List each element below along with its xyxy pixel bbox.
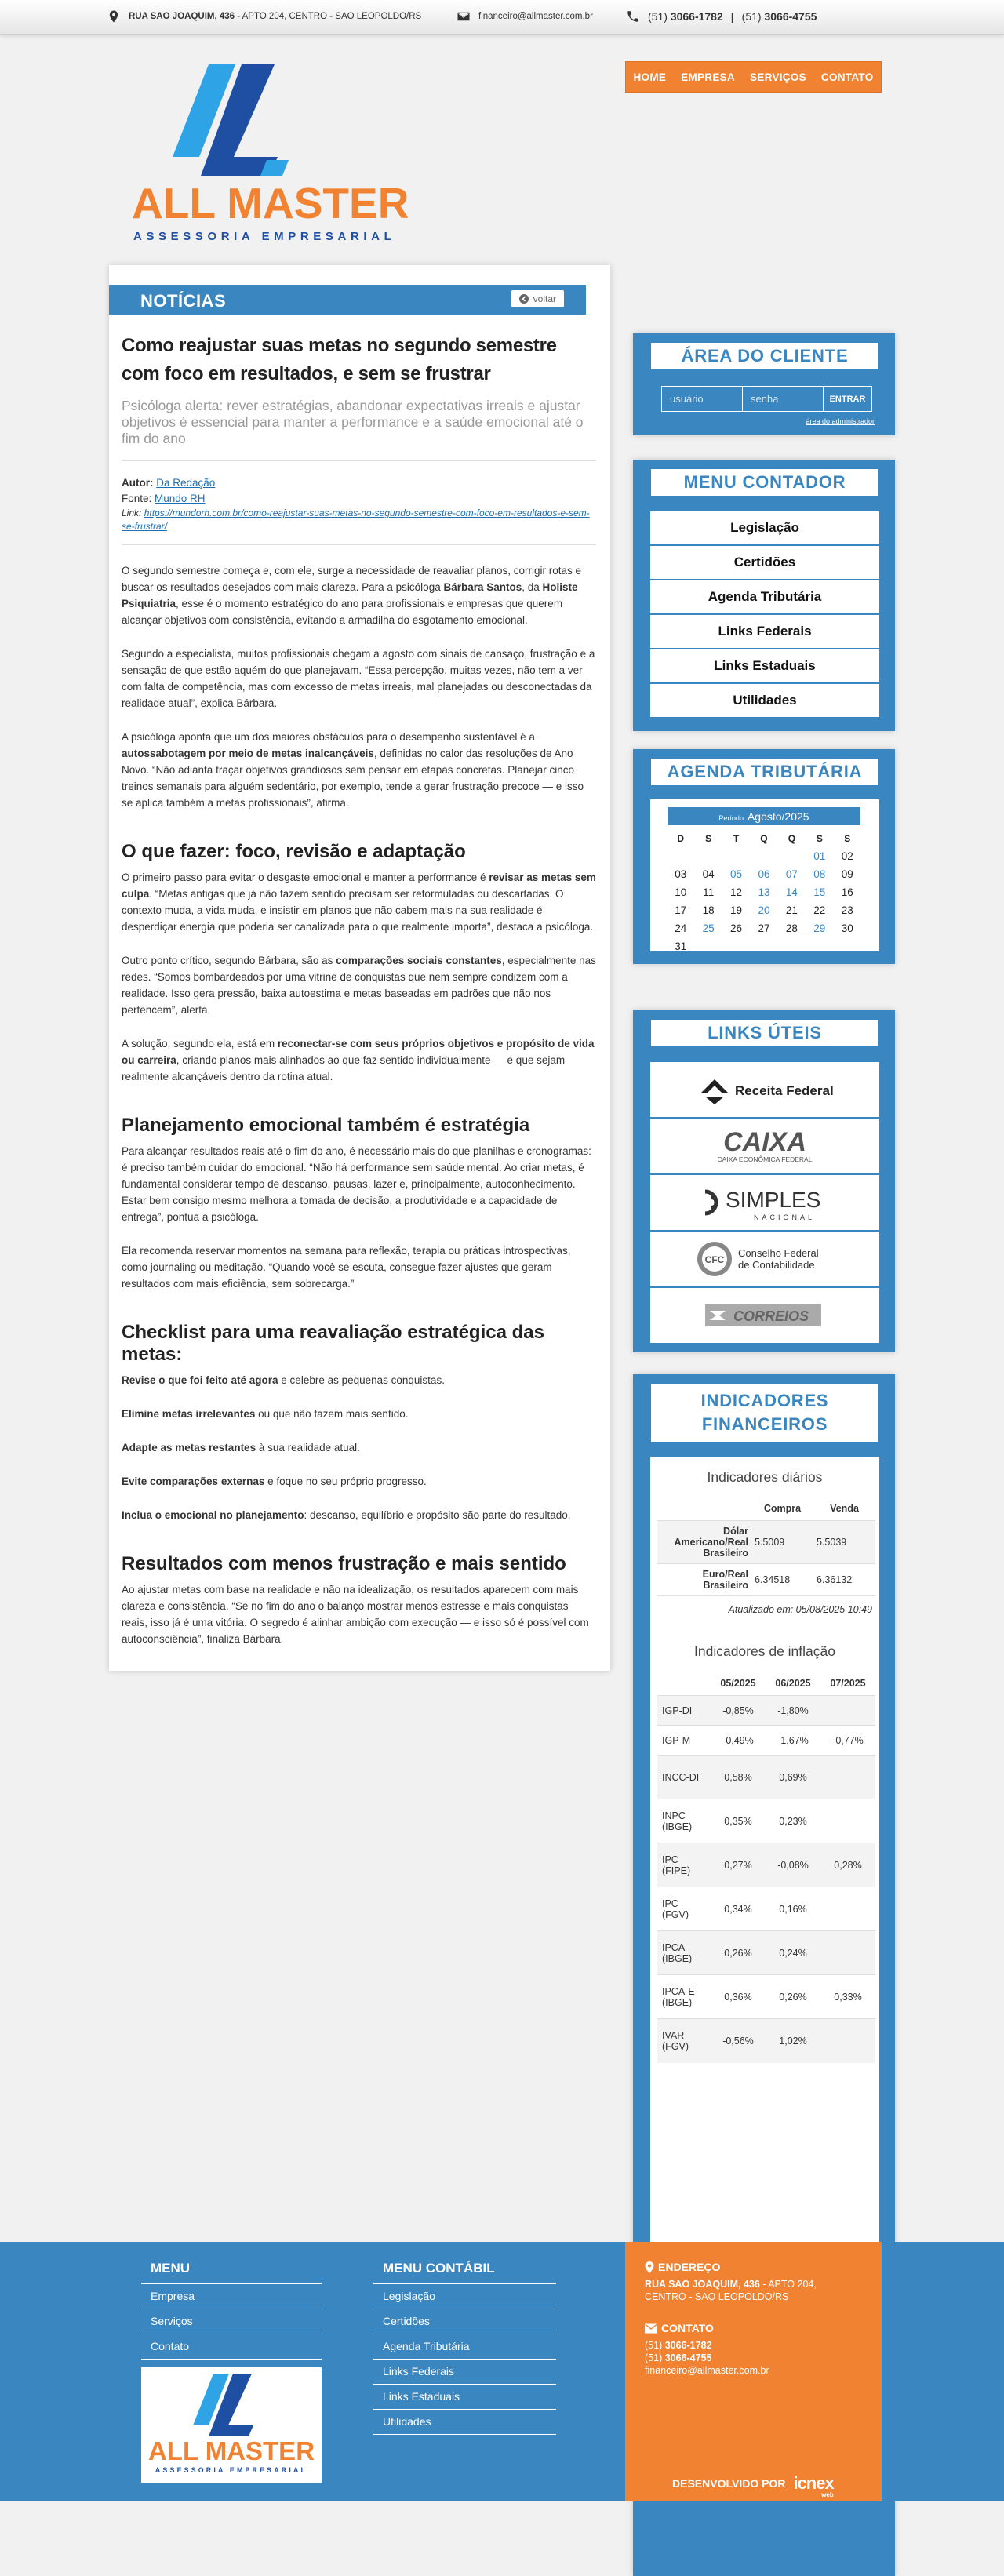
sell-value: 6.36132 [813, 1563, 875, 1595]
calendar-day: 21 [785, 904, 798, 916]
indicadores-title-line1: INDICADORES [700, 1391, 829, 1410]
indicator-value: 0,69% [766, 1756, 820, 1799]
calendar-week [667, 919, 861, 937]
calendar-empty-cell [694, 847, 722, 865]
link-cfc[interactable] [650, 1232, 879, 1286]
phone-number: 3066-4755 [664, 2352, 712, 2363]
text-bold: Elimine metas irrelevantes [122, 1408, 256, 1420]
calendar-day: 03 [675, 868, 687, 880]
table-row [657, 1756, 875, 1799]
calendar-week [667, 901, 861, 919]
calendar-empty-cell [778, 937, 806, 955]
source-link[interactable]: Mundo RH [155, 493, 206, 504]
top-phone-1[interactable] [648, 10, 723, 23]
back-button[interactable] [511, 290, 564, 307]
link-label: Link: [122, 508, 144, 518]
footer-link-servicos[interactable]: Serviços [141, 2309, 322, 2334]
col-header-month: 07/2025 [830, 1678, 866, 1690]
indicator-value: 0,24% [766, 1931, 820, 1975]
calendar-day: 27 [758, 922, 770, 934]
receita-federal-logo [694, 1072, 835, 1108]
paragraph-7: Para alcançar resultados reais até o fim do ano, é necessário mais do que planilhas e cronogramas: é preciso também cuidar do emocional. “Não há performance sem saúde mental. Ao criar metas, é fundamental considerar tempo de descanso, pausas, lazer e, principalmente, autoconhecimento. Estar bem consigo mesmo melhora a tomada de decisão, a produtividade e a capacidade de entrega”, pontua a psicóloga. [122, 1145, 591, 1223]
envelope-icon [645, 2323, 657, 2334]
calendar-day: 09 [841, 868, 853, 880]
calendar-week [667, 847, 861, 865]
weekday-header: Q [788, 832, 796, 844]
footer-link-links-federais[interactable]: Links Federais [373, 2360, 556, 2385]
indicator-value [820, 1887, 875, 1931]
nav-servicos[interactable]: SERVIÇOS [750, 71, 806, 83]
daily-indicators-title: Indicadores diários [707, 1469, 823, 1485]
nav-empresa[interactable]: EMPRESA [681, 71, 736, 83]
checklist-item [122, 1507, 596, 1523]
paragraph-4 [122, 869, 596, 935]
col-header-compra: Compra [763, 1502, 802, 1514]
weekday-header: S [705, 832, 712, 844]
icnex-logo-text: icnex [793, 2473, 834, 2493]
correios-text: CORREIOS [733, 1308, 809, 1324]
site-footer [0, 2242, 1004, 2501]
phone-number: 3066-1782 [664, 2340, 712, 2351]
text: , definidas no calor das resoluções de Ano Novo. “Não adianta traçar objetivos grandiosos sem pensar em etapas concretas. Planejar cinco treinos semanais para alguém sedentário, por exemplo, tende a gerar frustração precoce — e isso se aplica também a metas profissionais”, afirma. [122, 748, 584, 809]
footer-email[interactable]: financeiro@allmaster.com.br [645, 2365, 769, 2376]
indicator-value [820, 2019, 875, 2063]
news-article-panel [109, 265, 610, 1671]
menu-item-links-federais[interactable]: Links Federais [650, 615, 879, 648]
divider [122, 460, 596, 461]
col-header-month: 05/2025 [720, 1678, 756, 1690]
top-address-street: RUA SAO JOAQUIM, 436 [129, 12, 235, 21]
footer-contact-label: CONTATO [661, 2322, 714, 2334]
footer-contact [645, 2322, 769, 2377]
calendar-day[interactable]: 01 [813, 850, 826, 862]
calendar-day[interactable]: 14 [785, 886, 798, 898]
menu-contador-widget [633, 460, 895, 731]
text-bold: revisar as metas sem culpa [122, 871, 596, 900]
cfc-line1: Conselho Federal [738, 1247, 819, 1259]
text-bold: Adapte as metas restantes [122, 1442, 256, 1454]
calendar-day: 30 [841, 922, 853, 934]
icnex-sub-text: web [821, 2491, 834, 2498]
text: , especialmente nas redes. “Somos bombardeados por uma vitrine de conquistas que nem sempre condizem com a realidade. Isso gera pressão, baixa autoestima e metas baseadas em padrões que não nos pertencem”, alerta. [122, 955, 596, 1016]
agenda-tributaria-widget [633, 749, 895, 964]
developer-label: DESENVOLVIDO POR [672, 2477, 786, 2490]
map-pin-icon [107, 9, 121, 24]
calendar-day: 12 [730, 886, 743, 898]
daily-indicators-table [657, 1497, 875, 1623]
text-bold: comparações sociais constantes [336, 955, 502, 966]
calendar-day[interactable]: 29 [813, 922, 826, 934]
arrow-left-circle-icon [519, 294, 529, 304]
top-phone-2-prefix: (51) [741, 10, 765, 23]
indicator-label: INPC (IBGE) [657, 1799, 711, 1843]
indicator-value: 0,16% [766, 1887, 820, 1931]
footer-menu-title: MENU [141, 2261, 322, 2284]
indicator-value: -0,56% [711, 2019, 766, 2063]
calendar-day: 26 [730, 922, 743, 934]
paragraph-3 [122, 729, 596, 811]
indicator-value [820, 1696, 875, 1726]
footer-link-utilidades[interactable]: Utilidades [373, 2410, 556, 2435]
author-label: Autor: [122, 477, 157, 489]
paragraph-6 [122, 1035, 596, 1085]
col-header-month: 06/2025 [775, 1678, 811, 1690]
checklist-item [122, 1372, 596, 1388]
paragraph-8: Ela recomenda reservar momentos na semana para reflexão, terapia ou práticas introspectivas, como journaling ou meditação. “Quando você se escuta, consegue fazer ajustes que geram resultados com mais eficiência, sem sobrecarga.” [122, 1245, 571, 1290]
footer-link-agenda[interactable]: Agenda Tributária [373, 2334, 556, 2360]
calendar-day[interactable]: 05 [730, 868, 743, 880]
calendar-empty-cell [834, 937, 861, 955]
text-bold: autossabotagem por meio de metas inalcançáveis [122, 748, 374, 759]
footer-link-links-estaduais[interactable]: Links Estaduais [373, 2385, 556, 2410]
inflation-table [657, 1672, 875, 2063]
top-email[interactable] [457, 9, 593, 24]
footer-link-contato[interactable]: Contato [141, 2334, 322, 2360]
developer-credit[interactable] [672, 2473, 834, 2498]
footer-logo[interactable] [141, 2367, 322, 2483]
indicator-value: 0,28% [820, 1843, 875, 1887]
calendar-empty-cell [778, 847, 806, 865]
top-address [107, 9, 421, 24]
calendar-week [667, 883, 861, 901]
text: . “Metas antigas que já não fazem sentido precisam ser reformuladas ou descartadas. O contexto muda, a vida muda, e insistir em planos que não cabem mais na sua realidade é desperdiçar energia que poderia ser canalizada para o que realmente importa”, destaca a psicóloga. [122, 888, 594, 933]
simples-text: SIMPLES [726, 1188, 821, 1212]
calendar-day[interactable]: 06 [758, 868, 770, 880]
footer-address-label: ENDEREÇO [658, 2261, 721, 2273]
footer-menu [141, 2261, 322, 2360]
text-bold: Revise o que foi feito até agora [122, 1374, 278, 1386]
text: A psicóloga aponta que um dos maiores obstáculos para o desempenho sustentável é a [122, 731, 535, 743]
calendar-day: 22 [813, 904, 826, 916]
col-header-venda: Venda [830, 1502, 859, 1514]
nacional-text: NACIONAL [754, 1213, 816, 1221]
text-bold: Evite comparações externas [122, 1475, 265, 1487]
client-area-widget [633, 333, 895, 435]
text-bold: Holiste Psiquiatria [122, 581, 578, 609]
phone-prefix: (51) [645, 2340, 665, 2351]
text: , da [522, 581, 543, 593]
table-row [657, 1843, 875, 1887]
links-uteis-widget [633, 1010, 895, 1352]
indicator-value: 1,02% [766, 2019, 820, 2063]
indicator-value: 0,58% [711, 1756, 766, 1799]
footer-address-street: RUA SAO JOAQUIM, 436 [645, 2279, 760, 2290]
article-title: Como reajustar suas metas no segundo semestre com foco em resultados, e sem se frustrar [122, 335, 557, 384]
indicator-label: INCC-DI [657, 1756, 711, 1799]
indicator-value: -0,85% [711, 1696, 766, 1726]
table-row [657, 1931, 875, 1975]
back-button-label: voltar [533, 293, 556, 304]
site-logo[interactable] [132, 61, 430, 249]
indicator-label: IPC (FIPE) [657, 1843, 711, 1887]
menu-item-links-estaduais[interactable]: Links Estaduais [650, 649, 879, 682]
article-subtitle: Psicóloga alerta: rever estratégias, abandonar expectativas irreais e ajustar objetivos é essencial para manter a performance e a saúde emocional até o fim do ano [122, 398, 584, 446]
phone-prefix: (51) [645, 2352, 665, 2363]
calendar-empty-cell [750, 937, 777, 955]
calendar-day: 23 [841, 904, 853, 916]
table-row [657, 2019, 875, 2063]
period-label: Período: [718, 814, 748, 822]
sell-value: 5.5039 [813, 1520, 875, 1563]
calendar-day[interactable]: 20 [758, 904, 770, 916]
login-button[interactable]: ENTRAR [824, 387, 871, 411]
currency-label: Dólar Americano/Real Brasileiro [657, 1520, 751, 1563]
calendar-day: 19 [730, 904, 743, 916]
table-row [657, 1563, 875, 1595]
calendar-day: 24 [675, 922, 687, 934]
table-row [657, 1887, 875, 1931]
nav-home[interactable]: HOME [633, 71, 667, 83]
updated-at: Atualizado em: 05/08/2025 10:49 [657, 1595, 875, 1623]
calendar-empty-cell [806, 937, 833, 955]
section-heading-3: Checklist para uma reavaliação estratégica das metas: [122, 1322, 544, 1365]
caixa-logo [694, 1124, 835, 1168]
footer-menu-contabil [373, 2261, 556, 2435]
table-row [657, 1975, 875, 2019]
text: e foque no seu próprio progresso. [264, 1475, 427, 1487]
calendar-grid [667, 829, 861, 955]
divider [122, 544, 596, 545]
article-body [122, 332, 596, 1647]
nav-contato[interactable]: CONTATO [820, 71, 874, 83]
menu-item-utilidades[interactable]: Utilidades [650, 684, 879, 717]
text: Outro ponto crítico, segundo Bárbara, são as [122, 955, 336, 966]
col-header [657, 1497, 751, 1520]
main-nav [625, 61, 882, 93]
logo-tagline: ASSESSORIA EMPRESARIAL [133, 230, 396, 243]
buy-value: 5.5009 [751, 1520, 813, 1563]
calendar [667, 806, 861, 955]
weekday-header: S [816, 832, 823, 844]
top-phone-2-number: 3066-4755 [764, 10, 817, 23]
phone-icon [626, 9, 640, 24]
link-receita-federal[interactable] [650, 1062, 879, 1117]
calendar-day: 10 [675, 886, 687, 898]
calendar-empty-cell [694, 937, 722, 955]
weekday-header: D [677, 832, 685, 844]
cfc-logo [694, 1237, 835, 1281]
source-label: Fonte: [122, 493, 155, 504]
table-row [657, 1595, 875, 1623]
text-bold: Inclua o emocional no planejamento [122, 1509, 304, 1521]
indicator-value: 0,27% [711, 1843, 766, 1887]
calendar-day: 11 [703, 886, 715, 898]
envelope-icon [457, 9, 471, 24]
calendar-day: 02 [841, 850, 853, 862]
indicator-label: IVAR (FGV) [657, 2019, 711, 2063]
col-header [657, 1672, 711, 1696]
indicator-label: IPCA-E (IBGE) [657, 1975, 711, 2019]
currency-label: Euro/Real Brasileiro [657, 1563, 751, 1595]
text: A solução, segundo ela, está em [122, 1038, 278, 1050]
top-phone-1-number: 3066-1782 [670, 10, 723, 23]
top-phone-1-prefix: (51) [648, 10, 671, 23]
indicator-value: -1,80% [766, 1696, 820, 1726]
section-heading-2: Planejamento emocional também é estratégia [122, 1115, 530, 1136]
weekday-header: Q [760, 832, 768, 844]
top-phone-2[interactable] [742, 10, 817, 23]
checklist-item [122, 1439, 596, 1456]
indicator-value: 0,36% [711, 1975, 766, 2019]
indicator-label: IPC (FGV) [657, 1887, 711, 1931]
calendar-day[interactable]: 15 [813, 886, 826, 898]
text: , criando planos mais alinhados ao que faz sentido individualmente — e que sejam realmente alcançáveis dentro da rotina atual. [122, 1054, 566, 1082]
top-phones [626, 9, 817, 24]
logo-brand-name: ALL MASTER [132, 179, 409, 227]
cfc-seal-text: CFC [704, 1254, 725, 1265]
calendar-day[interactable]: 08 [813, 868, 826, 880]
inflation-indicators-title: Indicadores de inflação [694, 1643, 835, 1659]
indicator-value: -0,77% [820, 1726, 875, 1756]
indicator-value: -0,08% [766, 1843, 820, 1887]
text: e celebre as pequenas conquistas. [278, 1374, 445, 1386]
calendar-day[interactable]: 07 [785, 868, 798, 880]
text-bold: Bárbara Santos [443, 581, 522, 593]
footer-phone-2[interactable] [645, 2352, 769, 2364]
paragraph-2: Segundo a especialista, muitos profissionais chegam a agosto com sinais de cansaço, frustração e a sensação de que estão aquém do que planejavam. “Essa percepção, muitas vezes, não tem a ver com falta de competência, mas com excesso de metas irreais, mal planejadas ou desconectadas da realidade atual”, explica Bárbara. [122, 648, 595, 709]
indicator-label: IGP-M [657, 1726, 711, 1756]
text-bold: reconectar-se com seus próprios objetivos e propósito de vida ou carreira [122, 1038, 595, 1066]
text: , esse é o momento estratégico do ano para profissionais e empresas que querem alcançar objetivos com consistência, evitando a armadilha do esgotamento emocional. [122, 598, 563, 626]
indicator-value: 0,34% [711, 1887, 766, 1931]
calendar-empty-cell [667, 847, 694, 865]
menu-item-legislacao[interactable]: Legislação [650, 511, 879, 544]
section-heading-4: Resultados com menos frustração e mais sentido [122, 1553, 566, 1574]
logo-mark-icon [132, 61, 430, 249]
indicator-value [820, 1931, 875, 1975]
footer-link-empresa[interactable]: Empresa [141, 2284, 322, 2309]
links-list [650, 1062, 879, 1344]
agenda-title: AGENDA TRIBUTÁRIA [651, 759, 878, 785]
calendar-day: 18 [702, 904, 715, 916]
menu-item-certidoes[interactable]: Certidões [650, 546, 879, 579]
menu-item-agenda-tributaria[interactable]: Agenda Tributária [650, 580, 879, 613]
caixa-subtext: CAIXA ECONÔMICA FEDERAL [717, 1155, 813, 1163]
link-caixa[interactable] [650, 1119, 879, 1173]
table-row [657, 1696, 875, 1726]
text: : descanso, equilíbrio e propósito são parte do resultado. [304, 1509, 571, 1521]
top-contact-bar [0, 0, 1004, 35]
text: O segundo semestre começa e, com ele, surge a necessidade de reavaliar planos, corrigir rotas e buscar os resultados desejados com mais clareza. Para a psicóloga [122, 565, 582, 593]
footer-phone-1[interactable] [645, 2339, 769, 2352]
footer-address-apto: - APTO 204, [759, 2279, 817, 2290]
indicadores-title [651, 1384, 878, 1442]
calendar-empty-cell [722, 937, 750, 955]
indicator-value: 0,23% [766, 1799, 820, 1843]
indicator-value: 0,35% [711, 1799, 766, 1843]
footer-logo-tagline: ASSESSORIA EMPRESARIAL [155, 2466, 308, 2474]
caixa-text: CAIXA [723, 1127, 806, 1157]
paragraph-1 [122, 562, 596, 628]
paragraph-5 [122, 952, 596, 1018]
buy-value: 6.34518 [751, 1563, 813, 1595]
indicator-value: -0,49% [711, 1726, 766, 1756]
indicadores-panel [650, 1457, 879, 2367]
footer-link-certidoes[interactable]: Certidões [373, 2309, 556, 2334]
cfc-line2: de Contabilidade [738, 1259, 815, 1271]
indicator-value [820, 1756, 875, 1799]
receita-federal-text: Receita Federal [735, 1083, 834, 1098]
footer-address [645, 2261, 817, 2303]
indicator-value: 0,26% [766, 1975, 820, 2019]
links-uteis-title: LINKS ÚTEIS [651, 1020, 878, 1046]
top-email-text[interactable]: financeiro@allmaster.com.br [478, 12, 593, 21]
article-source-url[interactable]: https://mundorh.com.br/como-reajustar-suas-metas-no-segundo-semestre-com-foco-em-resultados-e-sem-se-frustrar/ [122, 508, 590, 532]
checklist-item [122, 1473, 596, 1490]
indicator-value [820, 1799, 875, 1843]
author-link[interactable]: Da Redação [156, 477, 216, 489]
menu-contador-title: MENU CONTADOR [651, 469, 878, 496]
weekday-header: S [844, 832, 851, 844]
footer-logo-mark-icon [141, 2367, 322, 2483]
indicator-label: IGP-DI [657, 1696, 711, 1726]
table-row [657, 1520, 875, 1563]
weekday-header: T [733, 832, 740, 844]
table-row [657, 1799, 875, 1843]
indicator-value: 0,26% [711, 1931, 766, 1975]
link-correios[interactable] [650, 1288, 879, 1343]
text: ou que não fazem mais sentido. [255, 1408, 409, 1420]
footer-address-city: CENTRO - SAO LEOPOLDO/RS [645, 2291, 789, 2302]
footer-link-legislacao[interactable]: Legislação [373, 2284, 556, 2309]
calendar-day: 04 [702, 868, 715, 880]
news-section-title: NOTÍCIAS [140, 291, 227, 311]
calendar-day[interactable]: 13 [758, 886, 770, 898]
indicator-value: -1,67% [766, 1726, 820, 1756]
top-address-city: - APTO 204, CENTRO - SAO LEOPOLDO/RS [235, 12, 422, 21]
calendar-day[interactable]: 25 [702, 922, 715, 934]
indicator-value: 0,33% [820, 1975, 875, 2019]
text: O primeiro passo para evitar o desgaste emocional e manter a performance é [122, 871, 489, 883]
calendar-day: 28 [785, 922, 798, 934]
calendar-day: 31 [675, 941, 687, 952]
menu-contador-list [650, 511, 879, 719]
indicadores-title-line2: FINANCEIROS [701, 1414, 828, 1434]
username-input[interactable] [662, 387, 743, 411]
link-simples-nacional[interactable] [650, 1175, 879, 1230]
developer-brand [793, 2473, 834, 2498]
calendar-day: 16 [841, 886, 853, 898]
section-heading-1: O que fazer: foco, revisão e adaptação [122, 841, 466, 862]
calendar-period [667, 806, 861, 826]
calendar-week [667, 865, 861, 883]
simples-nacional-logo [694, 1181, 835, 1224]
admin-area-link[interactable]: área do administrador [806, 417, 875, 425]
client-area-title: ÁREA DO CLIENTE [651, 343, 878, 369]
calendar-week [667, 937, 861, 955]
indicator-label: IPCA (IBGE) [657, 1931, 711, 1975]
calendar-empty-cell [750, 847, 777, 865]
calendar-empty-cell [722, 847, 750, 865]
period-value: Agosto/2025 [747, 810, 809, 823]
calendar-day: 17 [675, 904, 687, 916]
phone-separator: | [730, 10, 734, 23]
footer-contabil-title: MENU CONTÁBIL [373, 2261, 556, 2284]
paragraph-9: Ao ajustar metas com base na realidade e não na idealização, os resultados aparecem com mais clareza e consistência. “Se no fim do ano o balanço mostrar menos estresse e mais conquistas reais, isso já é uma vitória. O segredo é alinhar ambição com execução — e isso só é possível com autoconsciência”, finaliza Bárbara. [122, 1584, 589, 1645]
table-row [657, 1726, 875, 1756]
password-input[interactable] [743, 387, 824, 411]
article-meta [122, 475, 596, 533]
text: à sua realidade atual. [256, 1442, 360, 1454]
checklist-item [122, 1406, 596, 1422]
correios-logo [702, 1300, 828, 1331]
news-header-bar [109, 285, 586, 315]
footer-logo-brand-name: ALL MASTER [147, 2436, 315, 2465]
footer-contact-panel [625, 2242, 882, 2501]
map-pin-icon [645, 2261, 654, 2273]
login-form [661, 386, 872, 412]
